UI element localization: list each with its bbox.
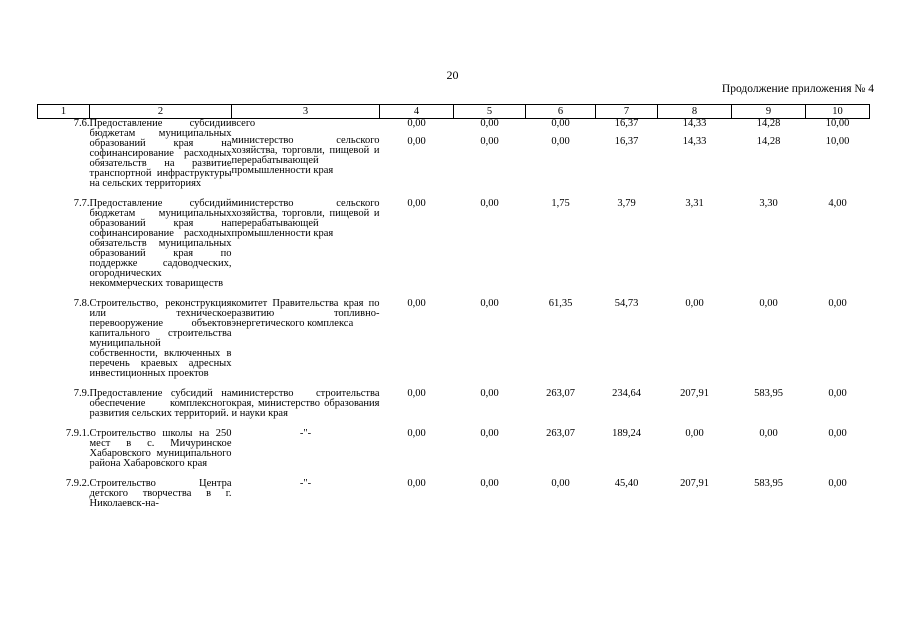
- row-name: Строительство, реконструкция или техническое перевооружение объектов капитального строительства муниципальной собственности, включенных в перечень краевых адресных инвестиционных проектов: [89, 298, 232, 379]
- header-cell: 4: [380, 105, 454, 119]
- value-cell: [596, 119, 658, 190]
- header-cell: 7: [596, 105, 658, 119]
- value: 189,24: [612, 428, 641, 439]
- value-cell: [454, 119, 526, 190]
- row-number: 7.8.: [73, 298, 90, 309]
- value: 0,00: [407, 136, 426, 147]
- row-responsible: министерство сельского хозяйства, торговли, пищевой и перерабатывающей промышленности края: [231, 198, 380, 239]
- value-cell: [526, 119, 596, 190]
- value: 3,79: [617, 198, 636, 209]
- value: 14,33: [682, 118, 707, 129]
- value: 3,31: [685, 198, 704, 209]
- row-number: 7.6.: [73, 118, 90, 129]
- value: 0,00: [828, 388, 847, 399]
- value: 14,28: [756, 118, 781, 129]
- row-number: 7.9.1.: [65, 428, 90, 439]
- value-cell: [732, 119, 806, 190]
- row-name: Предоставление субсидий бюджетам муниципальных образований края на софинансирование расходных обязательств муниципальных образований края по поддержке садоводческих, огороднических некоммерческих товариществ: [89, 198, 232, 289]
- row-name: Предоставление субсидий на обеспечение комплексного развития сельских территорий.: [89, 388, 232, 419]
- value: 14,28: [756, 136, 781, 147]
- value: 0,00: [407, 388, 426, 399]
- value: 0,00: [828, 298, 847, 309]
- value: 0,00: [759, 428, 778, 439]
- value-cell: [380, 119, 454, 190]
- table-row: [38, 429, 870, 469]
- row-responsible: -"-: [299, 478, 312, 489]
- header-cell: 6: [526, 105, 596, 119]
- value: 583,95: [754, 478, 783, 489]
- value: 10,00: [825, 136, 850, 147]
- header-cell: 1: [38, 105, 90, 119]
- row-name: Строительство школы на 250 мест в с. Мичуринское Хабаровского муниципального района Хабаровского края: [89, 428, 232, 469]
- value: 0,00: [685, 298, 704, 309]
- row-responsible-total: всего: [231, 118, 256, 129]
- value: 0,00: [480, 478, 499, 489]
- page-number: 20: [446, 68, 459, 82]
- value: 0,00: [551, 136, 570, 147]
- value: 10,00: [825, 118, 850, 129]
- value: 0,00: [551, 118, 570, 129]
- value: 54,73: [614, 298, 639, 309]
- header-cell: 2: [90, 105, 232, 119]
- value-cell: [658, 119, 732, 190]
- value: 16,37: [614, 136, 639, 147]
- row-responsible-agency: министерство сельского хозяйства, торговли, пищевой и перерабатывающей промышленности края: [231, 135, 380, 176]
- row-responsible: [232, 119, 380, 190]
- row-number: 7.9.2.: [65, 478, 90, 489]
- header-cell: 5: [454, 105, 526, 119]
- table-row: [38, 119, 870, 190]
- value: 0,00: [685, 428, 704, 439]
- value: 0,00: [480, 118, 499, 129]
- row-responsible: -"-: [299, 428, 312, 439]
- row-name: Строительство Центра детского творчества в г. Николаевск-на-: [89, 478, 232, 509]
- row-number: 7.7.: [73, 198, 90, 209]
- header-row: [38, 105, 870, 119]
- value: 16,37: [614, 118, 639, 129]
- value: 14,33: [682, 136, 707, 147]
- value: 0,00: [480, 136, 499, 147]
- value: 0,00: [407, 298, 426, 309]
- value: 4,00: [828, 198, 847, 209]
- table-row: [38, 479, 870, 509]
- table-row: [38, 199, 870, 289]
- value: 583,95: [754, 388, 783, 399]
- row-number: 7.9.: [73, 388, 90, 399]
- table-row: [38, 299, 870, 379]
- value: 0,00: [480, 428, 499, 439]
- value: 0,00: [480, 298, 499, 309]
- header-cell: 10: [806, 105, 870, 119]
- row-responsible: министерство строительства края, министерство образования и науки края: [231, 388, 380, 419]
- value-cell: [806, 119, 870, 190]
- row-responsible: комитет Правительства края по развитию топливно-энергетического комплекса: [231, 298, 380, 329]
- value: 0,00: [551, 478, 570, 489]
- value: 207,91: [680, 478, 709, 489]
- value: 263,07: [546, 428, 575, 439]
- value: 0,00: [828, 478, 847, 489]
- value: 45,40: [614, 478, 639, 489]
- value: 0,00: [407, 478, 426, 489]
- value: 0,00: [480, 198, 499, 209]
- row-name: Предоставление субсидии бюджетам муниципальных образований края на софинансирование расходных обязательств на развитие транспортной инфраструктуры на сельских территориях: [89, 118, 232, 189]
- continuation-note: Продолжение приложения № 4: [721, 83, 874, 95]
- value: 207,91: [680, 388, 709, 399]
- header-cell: 8: [658, 105, 732, 119]
- header-cell: 9: [732, 105, 806, 119]
- value: 234,64: [612, 388, 641, 399]
- value: 3,30: [759, 198, 778, 209]
- value: 0,00: [828, 428, 847, 439]
- value: 0,00: [407, 118, 426, 129]
- value: 0,00: [480, 388, 499, 399]
- value: 61,35: [548, 298, 573, 309]
- value: 263,07: [546, 388, 575, 399]
- value: 1,75: [551, 198, 570, 209]
- budget-table: [37, 104, 870, 509]
- header-cell: 3: [232, 105, 380, 119]
- value: 0,00: [407, 428, 426, 439]
- table-row: [38, 389, 870, 419]
- value: 0,00: [407, 198, 426, 209]
- value: 0,00: [759, 298, 778, 309]
